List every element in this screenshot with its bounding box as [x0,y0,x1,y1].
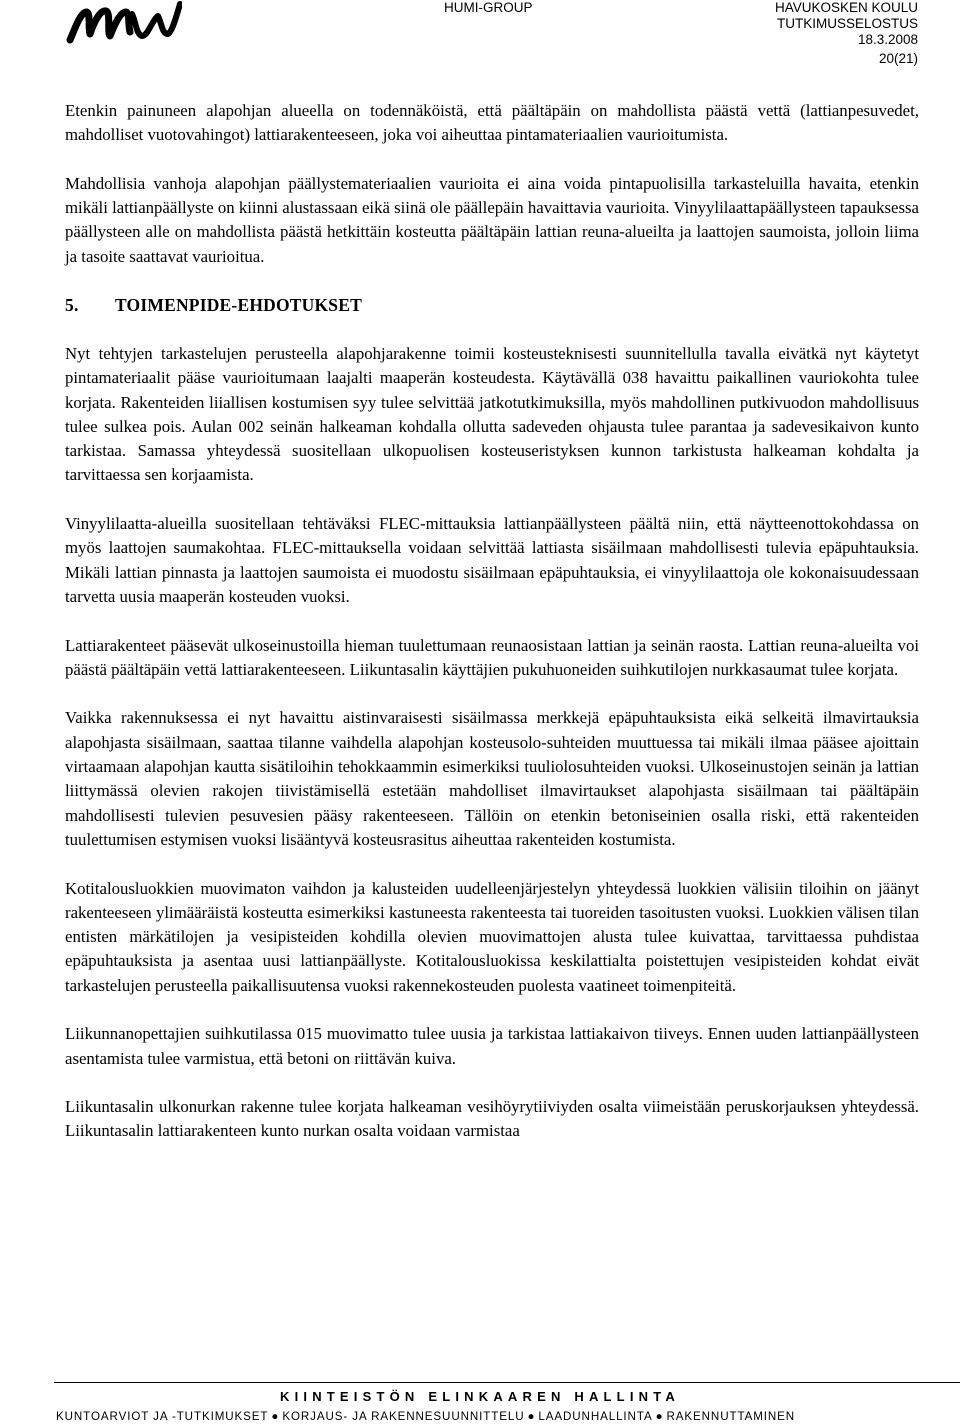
paragraph-4: Vinyylilaatta-alueilla suositellaan tehtäväksi FLEC-mittauksia lattianpäällysteen päältä niin, että näytteenottokohdassa on myös laattojen saumakohtaa. FLEC-mittauksella voidaan selvittää lattiasta sisäilmaan mahdollisesti tulevia epäpuhtauksia. Mikäli lattian pinnasta ja laattojen saumoista ei muodostu sisäilmaan epäpuhtauksia, ei vinyylilaattoja ole kokonaisuudessaan tarvetta uusia maaperän kosteuden vuoksi. [65,514,919,606]
footer-divider [54,1382,960,1383]
section-number: 5. [65,295,79,316]
paragraph-7: Kotitalousluokkien muovimaton vaihdon ja kalusteiden uudelleenjärjestelyn yhteydessä luokkien välisiin tiloihin on jäänyt rakenteeseen ylimääräistä kosteutta esimerkiksi kastuneesta rakenteesta tai tuoreiden tasoitusten vuoksi. Luokkien välisen tilan entisten märkätilojen ja vesipisteiden kohdilla olevien muovimattojen alusta tulee kuivattaa, tarvittaessa puhdistaa epäpuhtauksista ja asentaa uusi lattianpäällyste. Kotitalousluokissa keskilattialta poistettujen vesipisteiden kohdat eivät tarkastelujen perusteella paikallisuutensa vuoksi rakennekosteuden puolesta vaatineet toimenpiteitä. [65,878,919,995]
footer-service: KUNTOARVIOT JA -TUTKIMUKSET [56,1410,269,1423]
header-project-info [775,0,918,67]
header-company: HUMI-GROUP [444,0,533,15]
footer-service: LAADUNHALLINTA [538,1410,653,1423]
bullet-icon: ● [527,1410,536,1423]
header-project-title: HAVUKOSKEN KOULU [774,0,918,15]
document-body [65,99,919,1168]
paragraph-5: Lattiarakenteet pääsevät ulkoseinustoilla hieman tuulettumaan reunaosistaan lattian ja seinän raosta. Lattian reuna-alueilta voi päästä päältäpäin vettä lattiarakenteeseen. Liikuntasalin käyttäjien pukuhuoneiden suihkutilojen nurkkasaumat tulee korjata. [65,635,919,679]
footer-services [56,1410,795,1423]
paragraph-8: Liikunnanopettajien suihkutilassa 015 muovimatto tulee uusia ja tarkistaa lattiakaivon tiiveys. Ennen uuden lattianpäällysteen asentamista tulee varmistua, että betoni on riittävän kuiva. [65,1024,919,1068]
paragraph-9: Liikuntasalin ulkonurkan rakenne tulee korjata halkeaman vesihöyrytiiviyden osalta viimeistään peruskorjauksen yhteydessä. Liikuntasalin lattiarakenteen kunto nurkan osalta voidaan varmistaa [65,1097,919,1141]
company-logo [66,0,182,52]
section-heading [65,293,919,317]
footer-service: RAKENNUTTAMINEN [666,1410,796,1423]
section-title: TOIMENPIDE-EHDOTUKSET [115,295,362,316]
footer-title: KIINTEISTÖN ELINKAAREN HALLINTA [279,1389,680,1404]
bullet-icon: ● [271,1410,280,1423]
header-page-number: 20(21) [878,51,918,66]
header-date: 18.3.2008 [857,32,918,47]
paragraph-6: Vaikka rakennuksessa ei nyt havaittu aistinvaraisesti sisäilmassa merkkejä epäpuhtauksista eikä selkeitä ilmavirtauksia alapohjasta sisäilmaan, saattaa tilanne vaihdella alapohjan kosteusolo-suhteiden muuttuessa tai mikäli ilmaa pääsee ajoittain virtaamaan alapohjan kautta sisätiloihin tehokkaammin esimerkiksi tuuliolosuhteiden vuoksi. Ulkoseinustojen seinän ja lattian liittymässä olevien rakojen tiivistämisellä estetään mahdolliset ilmavirtaukset alapohjasta sisäilmaan tai päältäpäin mahdollisesti tulevien pesuvesien pääsy rakenteeseen. Tällöin on etenkin betoniseinien osalla riski, että rakenteiden tuulettumisen estymisen vuoksi lisääntyvä kosteusrasitus aiheuttaa rakenteiden kostumista. [65,708,919,849]
paragraph-1: Etenkin painuneen alapohjan alueella on todennäköistä, että päältäpäin on mahdollista päästä vettä (lattianpesuvedet, mahdolliset vuotovahingot) lattiarakenteeseen, joka voi aiheuttaa pintamateriaalien vaurioitumista. [65,101,919,145]
header-document-type: TUTKIMUSSELOSTUS [776,16,918,31]
bullet-icon: ● [655,1410,664,1423]
paragraph-3: Nyt tehtyjen tarkastelujen perusteella alapohjarakenne toimii kosteusteknisesti suunnitellulla tavalla eivätkä nyt käytetyt pintamateriaalit pääse vaurioitumaan laajalti maaperän kosteudesta. Käytävällä 038 havaittu paikallinen vauriokohta tulee korjata. Rakenteiden liiallisen kostumisen syy tulee selvittää jatkotutkimuksilla, myös mahdollinen putkivuodon mahdollisuus tulee sulkea pois. Aulan 002 seinän halkeaman kohdalla ollutta sadeveden ohjausta tulee parantaa ja sadevesikaivon kunto tarkistaa. Samassa yhteydessä suositellaan ulkopuolisen kosteuseristyksen kunnon tarkistusta halkeaman kohdalta ja tarvittaessa sen korjaamista. [65,343,919,485]
footer-service: KORJAUS- JA RAKENNESUUNNITTELU [282,1410,525,1423]
paragraph-2: Mahdollisia vanhoja alapohjan päällystemateriaalien vaurioita ei aina voida pintapuolisilla tarkasteluilla havaita, etenkin mikäli lattianpäällyste on kiinni alustassaan eikä siinä ole päällepäin havaittavia vaurioita. Vinyylilaattapäällysteen tapauksessa päällysteen alle on mahdollista päästä hetkittäin kosteutta päältäpäin lattian reuna-alueilta ja laattojen saumoista, jolloin liima ja tasoite saattavat vaurioitua. [65,173,919,266]
